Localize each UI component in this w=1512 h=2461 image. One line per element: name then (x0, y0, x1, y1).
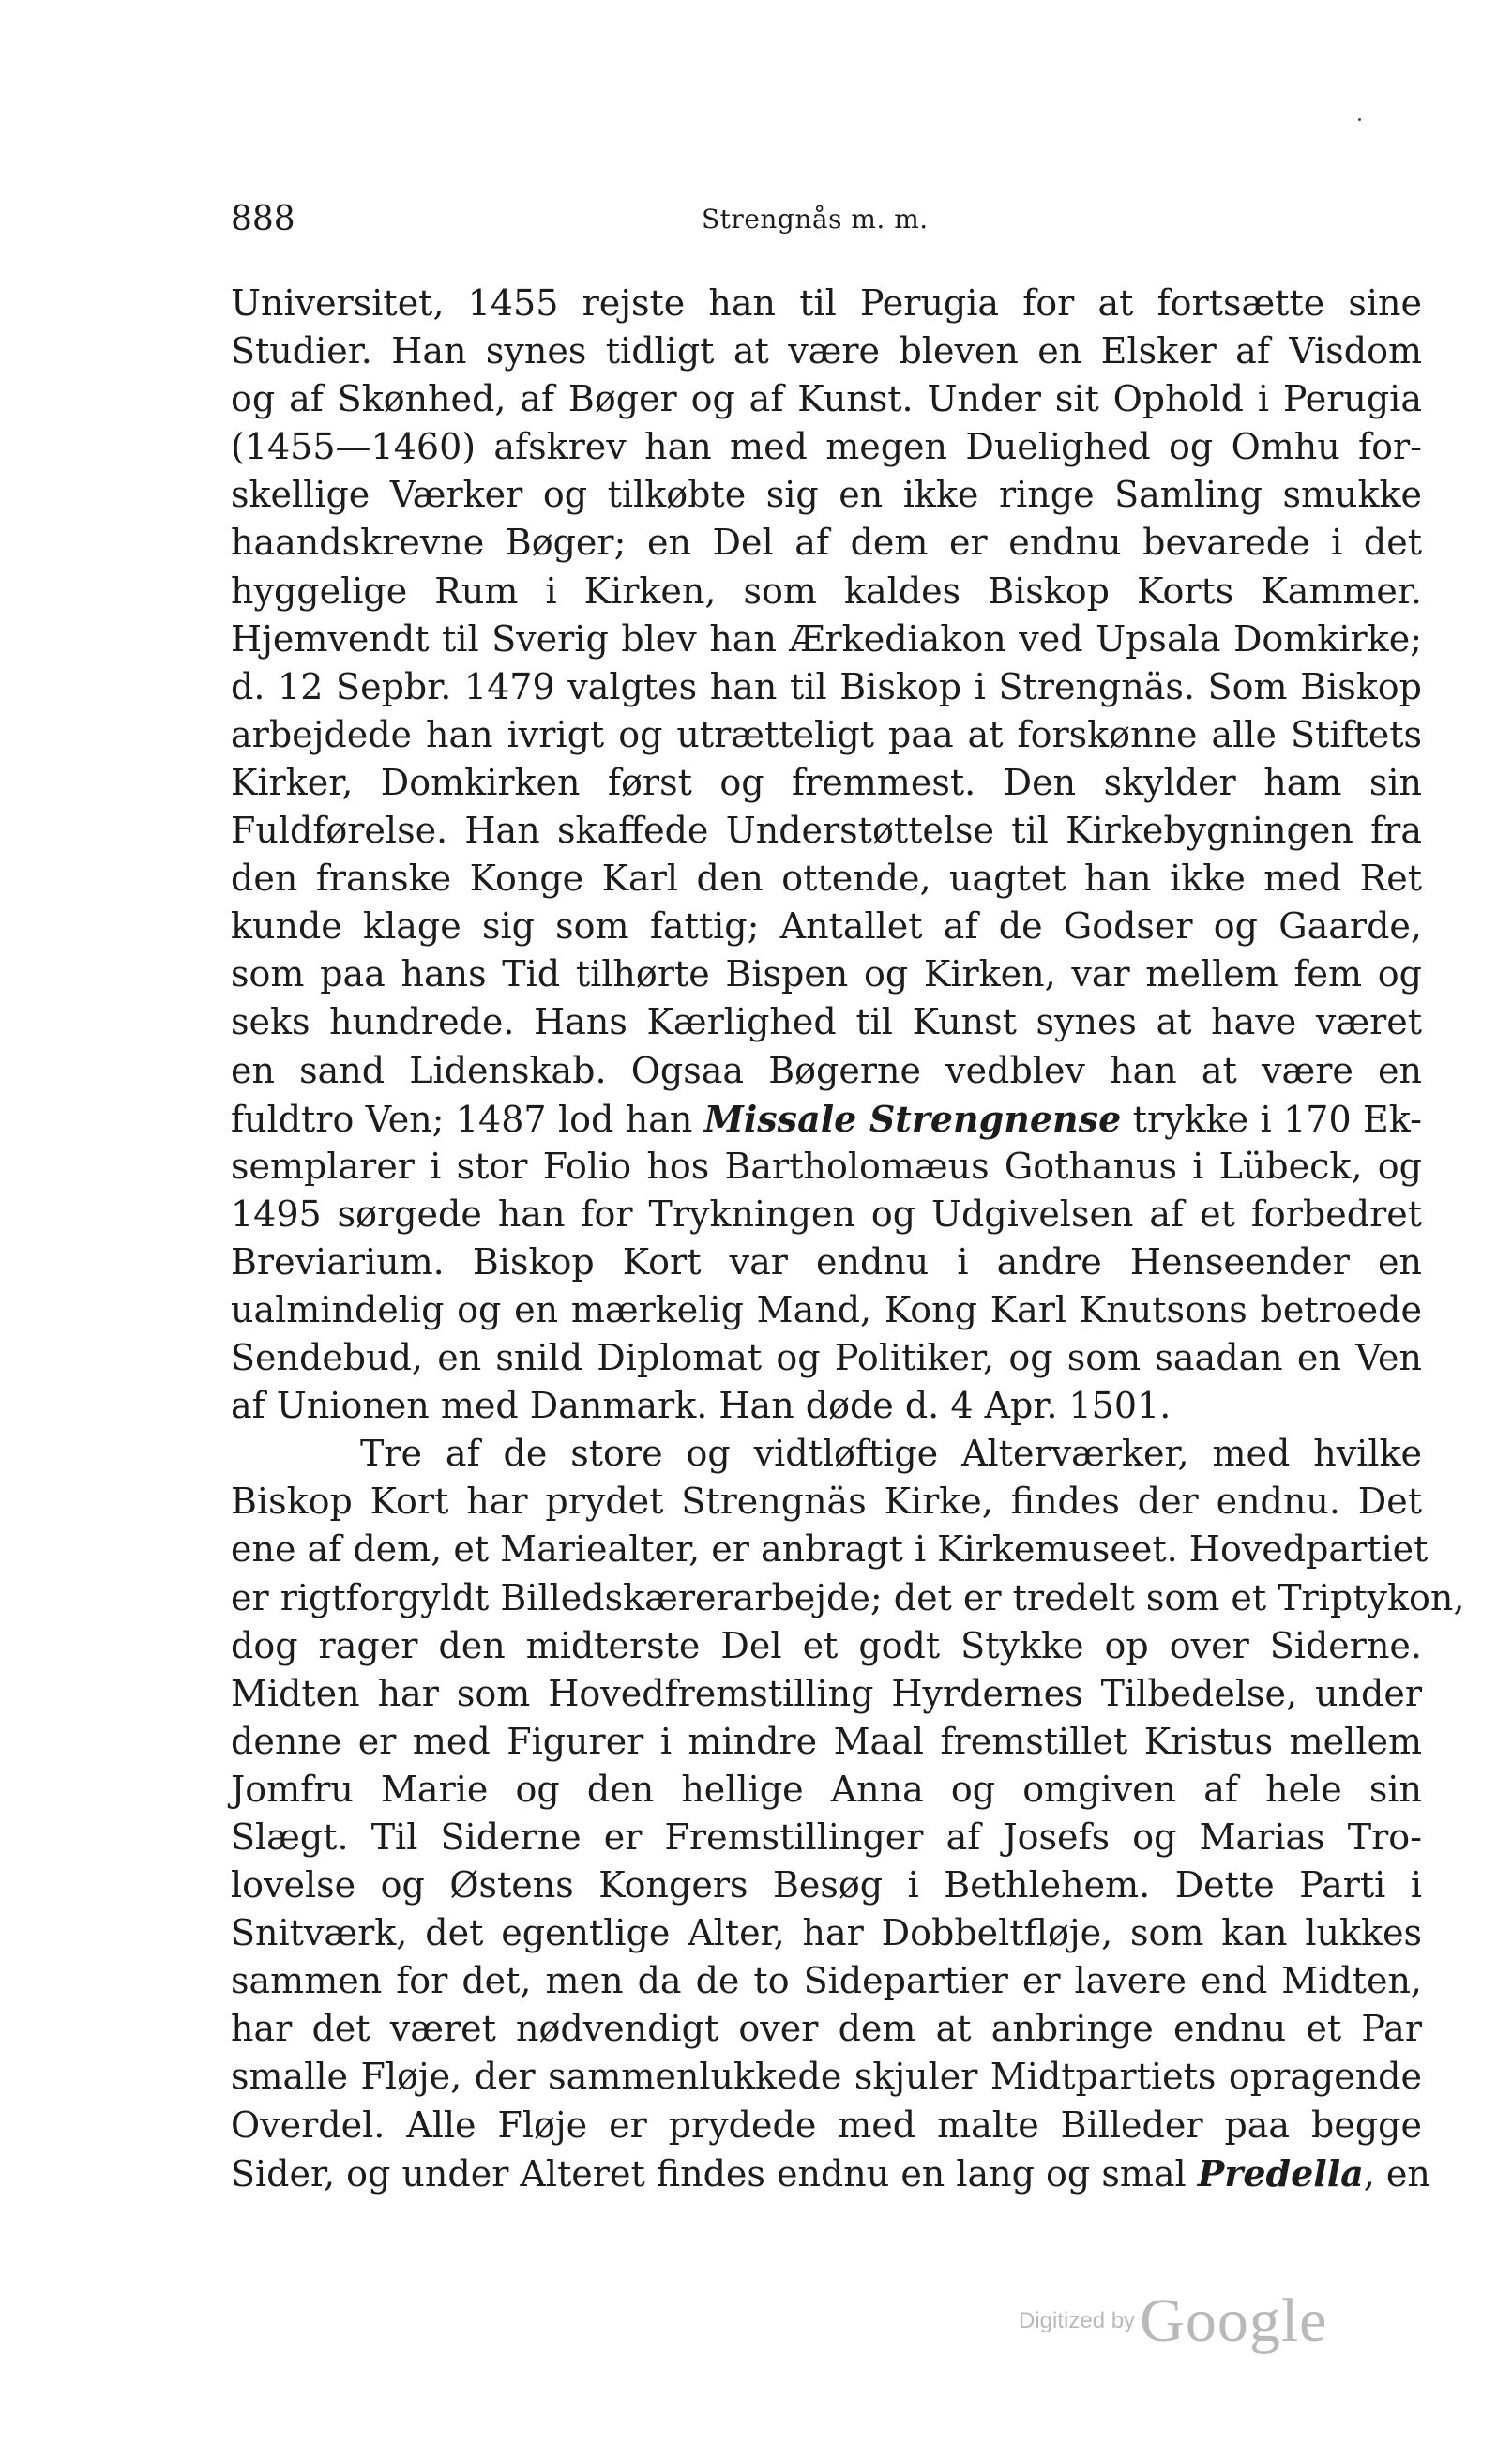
text-line: hyggelige Rum i Kirken, som kaldes Biskop Korts Kammer. (231, 570, 1422, 612)
text-line: Sendebud, en snild Diplomat og Politiker, og som saadan en Ven (231, 1337, 1422, 1379)
running-title: Strengnås m. m. (702, 204, 929, 235)
text-line: Midten har som Hovedfremstilling Hyrdernes Tilbedelse, under (231, 1672, 1422, 1714)
text-line: Snitværk, det egentlige Alter, har Dobbeltfløje, som kan lukkes (231, 1912, 1422, 1954)
text-line: dog rager den midterste Del et godt Stykke op over Siderne. (231, 1624, 1422, 1666)
paragraph-first-line: Tre af de store og vidtløftige Alterværker, med hvilke (360, 1433, 1422, 1475)
text-line: semplarer i stor Folio hos Bartholomæus Gothanus i Lübeck, og (231, 1145, 1422, 1187)
text-line-with-term (231, 2150, 1430, 2197)
text-line: af Unionen med Danmark. Han døde d. 4 Apr. 1501. (231, 1385, 1172, 1427)
text-line: en sand Lidenskab. Ogsaa Bøgerne vedblev han at være en (231, 1049, 1422, 1091)
text-line: Overdel. Alle Fløje er prydede med malte Billeder paa begge (231, 2104, 1422, 2146)
text-line: (1455—1460) afskrev han med megen Duelighed og Omhu for- (231, 426, 1422, 468)
text-line: smalle Fløje, der sammenlukkede skjuler Midtpartiets opragende (231, 2056, 1422, 2098)
text-segment: trykke i 170 Ek- (1121, 1098, 1422, 1140)
term-predella: Predella (1197, 2151, 1364, 2195)
text-line: skellige Værker og tilkøbte sig en ikke ringe Samling smukke (231, 474, 1422, 516)
text-line: 1495 sørgede han for Trykningen og Udgivelsen af et forbedret (231, 1193, 1422, 1235)
text-line: Jomfru Marie og den hellige Anna og omgiven af hele sin (231, 1768, 1422, 1810)
text-line: sammen for det, men da de to Sidepartier er lavere end Midten, (231, 1960, 1422, 2002)
text-segment: , en (1363, 2152, 1430, 2195)
text-line: har det været nødvendigt over dem at anbringe endnu et Par (231, 2008, 1422, 2050)
google-logo: Google (1140, 2286, 1328, 2355)
text-line: Kirker, Domkirken først og fremmest. Den skylder ham sin (231, 761, 1422, 803)
text-line: som paa hans Tid tilhørte Bispen og Kirken, var mellem fem og (231, 953, 1422, 995)
text-line: den franske Konge Karl den ottende, uagtet han ikke med Ret (231, 858, 1422, 900)
text-line: ualmindelig og en mærkelig Mand, Kong Karl Knutsons betroede (231, 1288, 1422, 1330)
text-line: er rigtforgyldt Billedskærerarbejde; det er tredelt som et Triptykon, (231, 1576, 1465, 1618)
text-line: Universitet, 1455 rejste han til Perugia for at fortsætte sine (231, 282, 1422, 324)
text-line: Breviarium. Biskop Kort var endnu i andre Henseender en (231, 1240, 1422, 1283)
watermark-digitized-by: Digitized by (1019, 2308, 1136, 2333)
text-line: Slægt. Til Siderne er Fremstillinger af Josefs og Marias Tro- (231, 1816, 1422, 1858)
text-line: Fuldførelse. Han skaffede Understøttelse til Kirkebygningen fra (231, 810, 1422, 852)
text-line: og af Skønhed, af Bøger og af Kunst. Under sit Ophold i Perugia (231, 378, 1422, 420)
body-text (231, 280, 1465, 2197)
text-line: Studier. Han synes tidligt at være bleven en Elsker af Visdom (231, 330, 1422, 372)
google-watermark (1019, 2286, 1327, 2357)
ink-speck (1358, 118, 1361, 121)
text-line: seks hundrede. Hans Kærlighed til Kunst synes at have været (231, 1001, 1422, 1043)
page-number: 888 (231, 200, 295, 238)
text-segment: Sider, og under Alteret findes endnu en lang og smal (231, 2152, 1198, 2195)
text-line: haandskrevne Bøger; en Del af dem er endnu bevarede i det (231, 522, 1422, 564)
book-title-missale: Missale Strengnense (703, 1097, 1122, 1140)
text-line: ene af dem, et Mariealter, er anbragt i Kirkemuseet. Hovedpartiet (231, 1528, 1429, 1571)
text-line: denne er med Figurer i mindre Maal fremstillet Kristus mellem (231, 1720, 1422, 1762)
text-line: Biskop Kort har prydet Strengnäs Kirke, findes der endnu. Det (231, 1481, 1422, 1523)
text-line: d. 12 Sepbr. 1479 valgtes han til Biskop i Strengnäs. Som Biskop (231, 665, 1422, 707)
text-line: kunde klage sig som fattig; Antallet af de Godser og Gaarde, (231, 905, 1422, 948)
text-line: arbejdede han ivrigt og utrætteligt paa at forskønne alle Stiftets (231, 713, 1422, 755)
text-line-with-title (231, 1095, 1422, 1143)
text-line: Hjemvendt til Sverig blev han Ærkediakon ved Upsala Domkirke; (231, 617, 1422, 660)
text-segment: fuldtro Ven; 1487 lod han (231, 1098, 704, 1140)
text-line: lovelse og Østens Kongers Besøg i Bethlehem. Dette Parti i (231, 1864, 1422, 1907)
